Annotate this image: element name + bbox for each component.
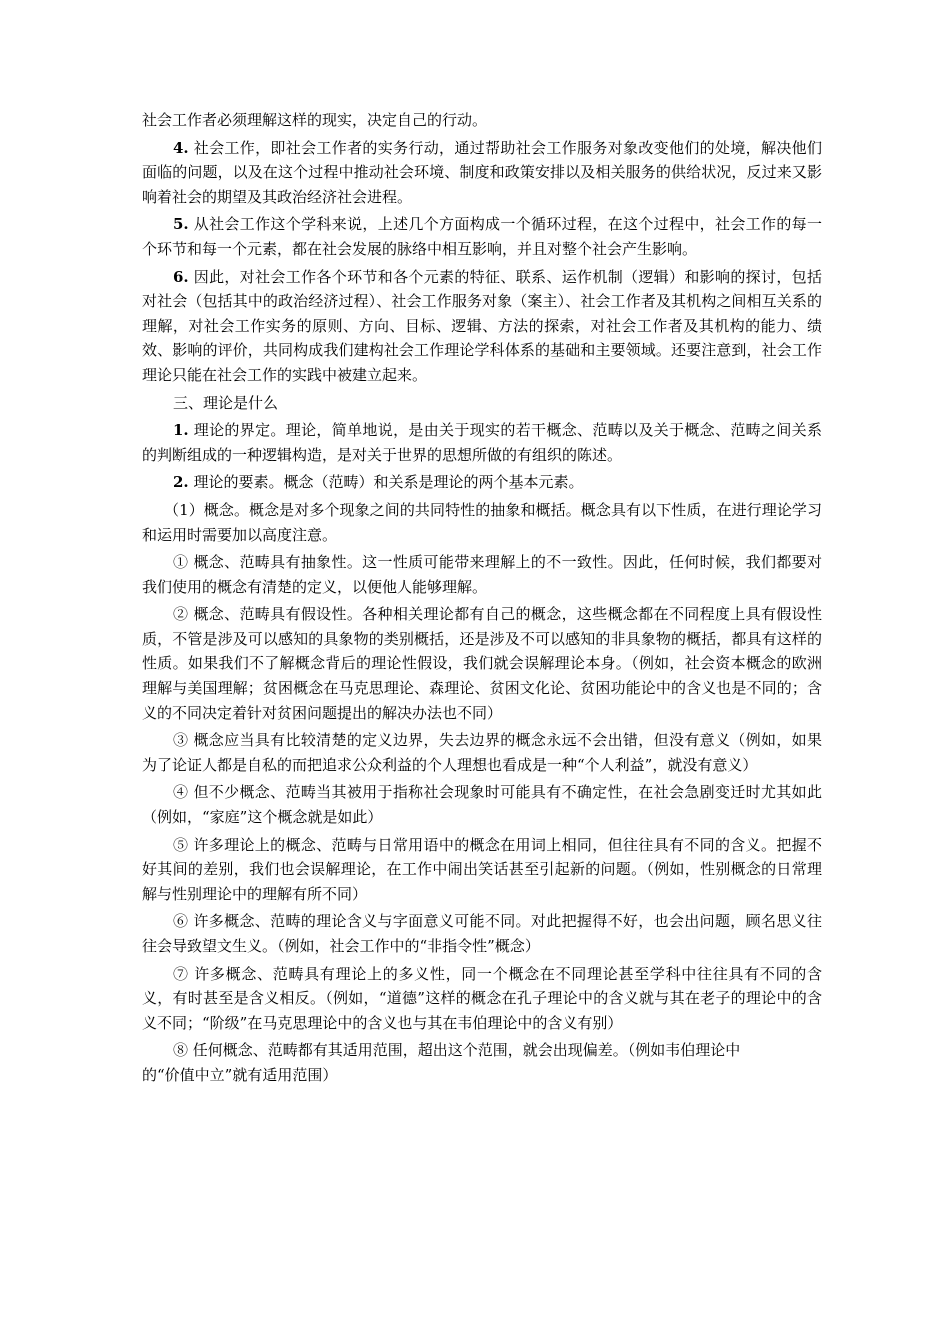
paragraph-circled-7: [142, 962, 822, 1036]
paragraph-text: 因此，对社会工作各个环节和各个元素的特征、联系、运作机制（逻辑）和影响的探讨，包括对社会（包括其中的政治经济过程）、社会工作服务对象（案主）、社会工作者及其机构之间相互关系的理解，对社会工作实务的原则、方向、目标、逻辑、方法的探索，对社会工作者及其机构的能力、绩效、影响的评价，共同构成我们建构社会工作理论学科体系的基础和主要领域。还要注意到，社会工作理论只能在社会工作的实践中被建立起来。: [142, 267, 822, 384]
paragraph-text: ④ 但不少概念、范畴当其被用于指称社会现象时可能具有不确定性，在社会急剧变迁时尤其如此（例如，“家庭”这个概念就是如此）: [142, 783, 822, 827]
paragraph-text: ③ 概念应当具有比较清楚的定义边界，失去边界的概念永远不会出错，但没有意义（例如，如果为了论证人都是自私的而把追求公众利益的个人理想也看成是一种“个人利益”，就没有意义）: [142, 731, 822, 774]
paragraph-text: （1）概念。概念是对多个现象之间的共同特性的抽象和概括。概念具有以下性质，在进行理论学习和运用时需要加以高度注意。: [142, 500, 822, 544]
item-number: 6.: [173, 267, 189, 286]
paragraph-circled-3: [142, 728, 822, 777]
item-number: 2.: [173, 473, 189, 492]
paragraph-circled-8-continuation: [142, 1063, 822, 1088]
paragraph-4: [142, 136, 822, 210]
item-number: 5.: [173, 215, 189, 234]
paragraph-circled-5: [142, 833, 822, 907]
paragraph-theory-definition: [142, 418, 822, 467]
paragraph-circled-6: [142, 909, 822, 958]
paragraph-text: 理论的界定。理论，简单地说，是由关于现实的若干概念、范畴以及关于概念、范畴之间关系的判断组成的一种逻辑构造，是对关于世界的思想所做的有组织的陈述。: [142, 421, 822, 464]
paragraph-text: ② 概念、范畴具有假设性。各种相关理论都有自己的概念，这些概念都在不同程度上具有假设性质，不管是涉及可以感知的具象物的类别概括，还是涉及不可以感知的非具象物的概括，都具有这样的性质。如果我们不了解概念背后的理论性假设，我们就会误解理论本身。（例如，社会资本概念的欧洲理解与美国理解；贫困概念在马克思理论、森理论、贫困文化论、贫困功能论中的含义也是不同的；含义的不同决定着针对贫困问题提出的解决办法也不同）: [142, 605, 822, 722]
paragraph-text: ⑤ 许多理论上的概念、范畴与日常用语中的概念在用词上相同，但往往具有不同的含义。把握不好其间的差别，我们也会误解理论，在工作中闹出笑话甚至引起新的问题。（例如，性别概念的日常理解与性别理论中的理解有所不同）: [142, 835, 822, 903]
item-number: 4.: [173, 138, 189, 157]
paragraph-continuation: [142, 108, 822, 133]
paragraph-text: 社会工作，即社会工作者的实务行动，通过帮助社会工作服务对象改变他们的处境，解决他们面临的问题，以及在这个过程中推动社会环境、制度和政策安排以及相关服务的供给状况，反过来又影响着社会的期望及其政治经济社会进程。: [142, 138, 822, 206]
paragraph-circled-2: [142, 602, 822, 725]
paragraph-circled-8: [142, 1038, 822, 1063]
paragraph-text: ① 概念、范畴具有抽象性。这一性质可能带来理解上的不一致性。因此，任何时候，我们都要对我们使用的概念有清楚的定义，以便他人能够理解。: [142, 553, 822, 596]
paragraph-circled-4: [142, 780, 822, 829]
paragraph-text: 社会工作者必须理解这样的现实，决定自己的行动。: [142, 111, 488, 129]
paragraph-text: ⑧ 任何概念、范畴都有其适用范围，超出这个范围，就会出现偏差。（例如韦伯理论中: [173, 1041, 741, 1060]
paragraph-concept: [142, 498, 822, 547]
paragraph-5: [142, 212, 822, 261]
paragraph-text: ⑦ 许多概念、范畴具有理论上的多义性，同一个概念在不同理论甚至学科中往往具有不同的含义，有时甚至是含义相反。（例如，“道德”这样的概念在孔子理论中的含义就与其在老子的理论中的含义不同；“阶级”在马克思理论中的含义也与其在韦伯理论中的含义有别）: [142, 964, 822, 1032]
paragraph-circled-1: [142, 550, 822, 599]
heading-text: 三、理论是什么: [173, 393, 279, 412]
paragraph-6: [142, 265, 822, 388]
section-heading: [142, 391, 822, 416]
document-page: [142, 108, 822, 1091]
paragraph-text: ⑥ 许多概念、范畴的理论含义与字面意义可能不同。对此把握得不好，也会出问题，顾名思义往往会导致望文生义。（例如，社会工作中的“非指令性”概念）: [142, 912, 822, 955]
paragraph-theory-elements: [142, 470, 822, 495]
paragraph-text: 从社会工作这个学科来说，上述几个方面构成一个循环过程，在这个过程中，社会工作的每一个环节和每一个元素，都在社会发展的脉络中相互影响，并且对整个社会产生影响。: [142, 215, 822, 258]
paragraph-text: 理论的要素。概念（范畴）和关系是理论的两个基本元素。: [188, 473, 584, 492]
paragraph-text: 的“价值中立”就有适用范围）: [142, 1065, 338, 1084]
item-number: 1.: [173, 421, 189, 440]
